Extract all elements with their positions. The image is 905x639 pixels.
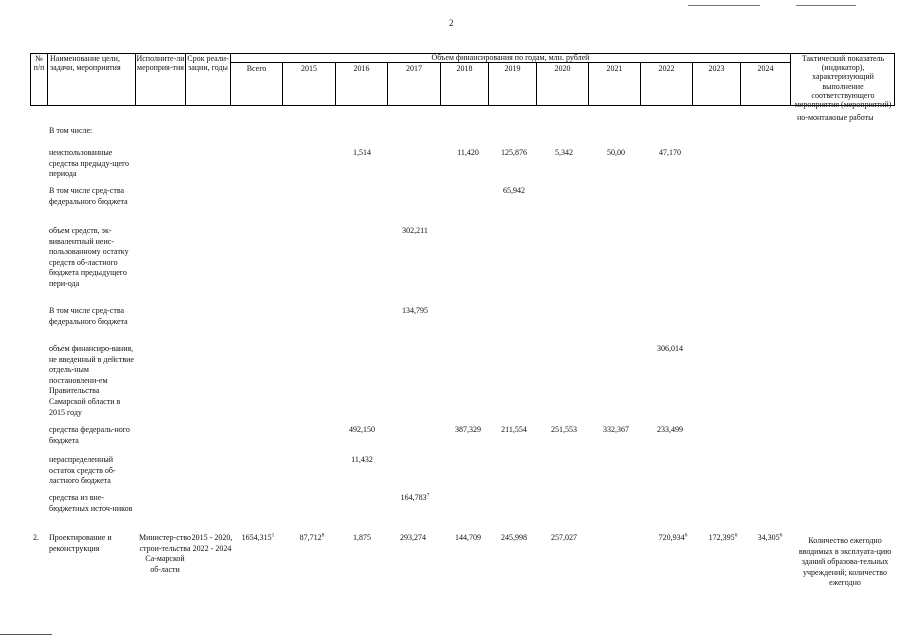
row-value-2020: 251,553 <box>551 425 577 434</box>
row-value-2022: 47,170 <box>659 148 681 157</box>
row-label: В том числе сред-ства федерального бюджета <box>49 306 128 326</box>
row-2016: 1,875 <box>353 533 371 542</box>
header-name: Наименование цели, задачи, мероприятия <box>50 54 121 73</box>
row-label: объем средств, эк-вивалентный неис-пользованному остатку средств об-ластного бюджета предыдущего пери-ода <box>49 226 129 288</box>
header-year: 2017 <box>406 64 422 73</box>
row-label: объем финансиро-вания, не введенный в действие отдель-ным постановлени-ем Правительства Самарской области в 2015 году <box>49 344 134 417</box>
row-term: 2015 - 2020, 2022 - 2024 <box>191 533 233 553</box>
header-year: 2018 <box>456 64 473 73</box>
header-year: 2016 <box>353 64 370 73</box>
header-year: 2022 <box>658 64 675 73</box>
row-2015: 87,712$^8$ <box>299 532 325 542</box>
header-year: 2023 <box>708 64 725 73</box>
row-2023: 172,395$^6$ <box>708 532 738 542</box>
row-label: средства федераль-ного бюджета <box>49 425 130 445</box>
row-value-2016: 11,432 <box>351 455 373 464</box>
row-value-2022: 233,499 <box>657 425 683 434</box>
row-2017: 293,274 <box>400 533 426 542</box>
row-label: нераспределенный остаток средств об-ластного бюджета <box>49 455 116 486</box>
header-year: 2019 <box>504 64 521 73</box>
row-label: неиспользованные средства предыду-щего периода <box>49 148 130 179</box>
header-num: № п/п <box>33 54 45 73</box>
row-value-2019: 211,554 <box>501 425 527 434</box>
scan-artifact-line <box>796 5 856 6</box>
row-value-2017: 302,211 <box>402 226 428 235</box>
row-label: В том числе: <box>49 126 93 135</box>
scan-artifact-line <box>688 5 760 6</box>
row-total: 1654,315$^1$ <box>241 532 275 542</box>
header-year: 2020 <box>554 64 571 73</box>
row-value-2021: 50,00 <box>607 148 625 157</box>
header-year: 2015 <box>301 64 317 73</box>
scan-artifact-line <box>0 634 52 635</box>
row-2024: 34,305$^6$ <box>757 532 783 542</box>
row-value-2017: 134,795 <box>402 306 428 315</box>
row-value-2018: 387,329 <box>455 425 481 434</box>
row-label: средства из вне-бюджетных источ-ников <box>49 493 133 513</box>
header-funding-title: Объем финансирования по годам, млн. рублей <box>431 53 590 62</box>
row-value-2019: 65,942 <box>503 186 525 195</box>
header-executor: Исполните-ли мероприя-тия <box>136 54 185 73</box>
row-name: Проектирование и реконструкция <box>49 533 112 553</box>
page-number: 2 <box>449 18 454 28</box>
row-value-2017: 164,783$^7$ <box>400 492 430 502</box>
header-year: 2021 <box>606 64 623 73</box>
row-value-2016: 492,150 <box>349 425 375 434</box>
header-year: 2024 <box>757 64 774 73</box>
header-total: Всего <box>246 64 267 73</box>
row-value-2021: 332,367 <box>603 425 629 434</box>
row-executor: Министер-ство строи-тельства Са-марской об-ласти <box>139 533 191 574</box>
row-value-2020: 5,342 <box>555 148 573 157</box>
row-2018: 144,709 <box>455 533 481 542</box>
row-indicator: Количество ежегодно вводимых в эксплуата-цию зданий образова-тельных учреждений; количество ежегодно <box>798 536 892 588</box>
row-2020: 257,027 <box>551 533 577 542</box>
continued-indicator-text: но-монтажные работы <box>797 113 874 122</box>
row-value-2016: 1,514 <box>353 148 371 157</box>
table-header <box>30 53 895 110</box>
row-value-2022: 306,014 <box>657 344 683 353</box>
row-number: 2. <box>33 533 39 542</box>
row-label: В том числе сред-ства федерального бюджета <box>49 186 128 206</box>
row-value-2019: 125,876 <box>501 148 527 157</box>
row-2019: 245,998 <box>501 533 527 542</box>
row-value-2018: 11,420 <box>457 148 479 157</box>
header-indicator: Тактический показатель (индикатор), характеризующий выполнение соответствующего мероприятия (мероприятий) <box>794 54 892 110</box>
header-term: Срок реали-зации, годы <box>187 54 229 73</box>
row-2022: 720,934$^6$ <box>658 532 688 542</box>
